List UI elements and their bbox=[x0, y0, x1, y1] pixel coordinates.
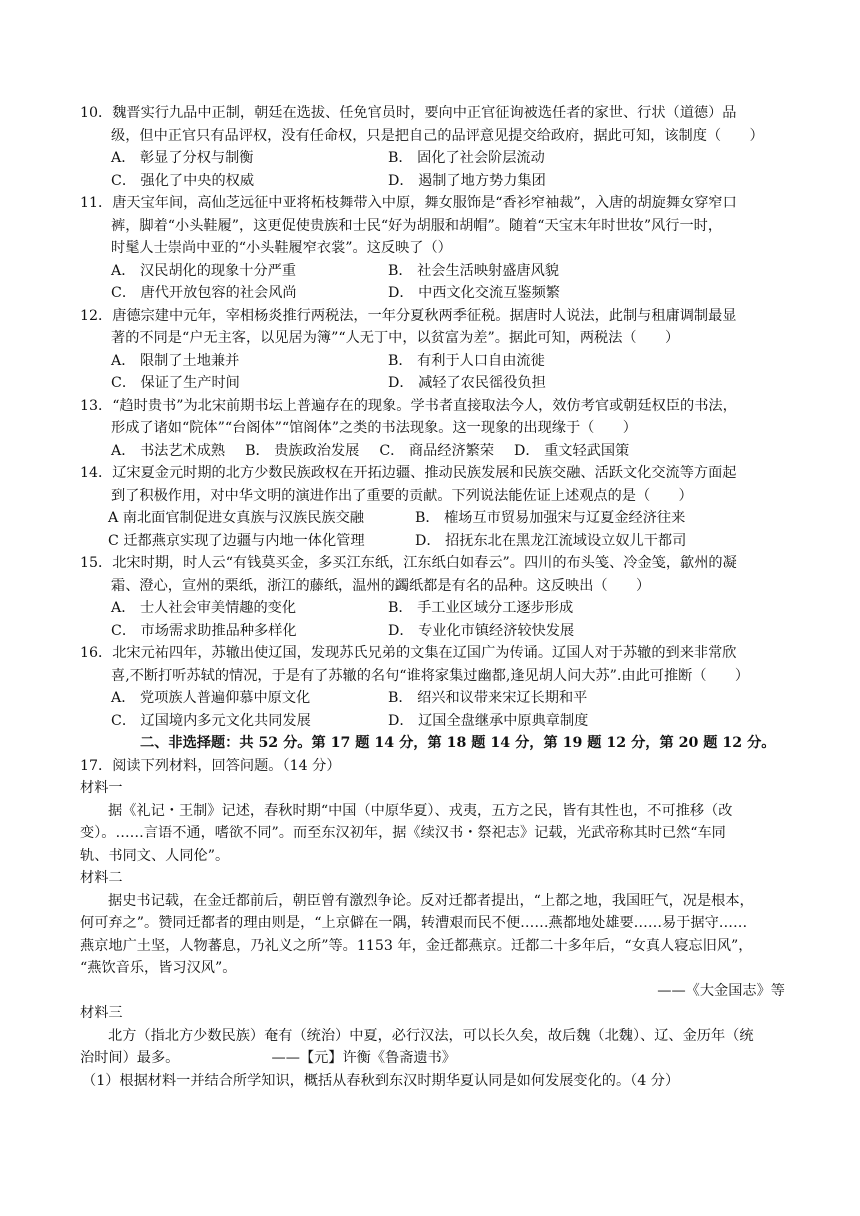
option-a: A． 士人社会审美情趣的变化 bbox=[111, 600, 297, 616]
question-text: 著的不同是“户无主客，以见居为簿”“人无丁中，以贫富为差”。据此可知，两税法（ ） bbox=[111, 330, 680, 346]
section-title: 二、非选择题：共 52 分。第 17 题 14 分，第 18 题 14 分，第 19 题 12 分，第 20 题 12 分。 bbox=[140, 735, 776, 751]
question-10 bbox=[80, 102, 785, 192]
question-13 bbox=[80, 395, 785, 463]
option-d: D． 辽国全盘继承中原典章制度 bbox=[388, 712, 589, 729]
question-title: 17．阅读下列材料，回答问题。（14 分） bbox=[80, 757, 341, 774]
material-1 bbox=[80, 800, 785, 868]
page-content bbox=[80, 102, 785, 1092]
options bbox=[80, 147, 785, 192]
question-text: 到了积极作用，对中华文明的演进作出了重要的贡献。下列说法能佐证上述观点的是（ ） bbox=[111, 487, 693, 504]
options bbox=[80, 260, 785, 305]
option-c: C 迁都燕京实现了边疆与内地一体化管理 bbox=[108, 532, 365, 549]
question-16 bbox=[80, 642, 785, 732]
options bbox=[80, 440, 785, 463]
option-c: C． 商品经济繁荣 bbox=[379, 442, 495, 459]
question-11 bbox=[80, 192, 785, 305]
options bbox=[80, 350, 785, 395]
question-text: 形成了诸如“院体”“台阁体”“馆阁体”之类的书法现象。这一现象的出现缘于（ ） bbox=[111, 420, 637, 436]
option-d: D． 减轻了农民徭役负担 bbox=[388, 375, 546, 391]
material-text: 燕京地广土坚，人物蕃息，乃礼义之所”等。1153 年，金迁都燕京。迁都二十多年后，“女真人寝忘旧风”， bbox=[80, 937, 753, 954]
material-2-title: 材料二 bbox=[80, 870, 123, 886]
option-b: B． 社会生活映射盛唐风貌 bbox=[388, 262, 559, 279]
question-17 bbox=[80, 755, 785, 1093]
material-text: “燕饮音乐，皆习汉风”。 bbox=[80, 960, 237, 976]
material-text: 何可弃之”。赞同迁都者的理由则是，“上京僻在一隅，转漕艰而民不便……燕都地处雄要……易于据守…… bbox=[80, 915, 748, 931]
question-text: 13．“趋时贵书”为北宋前期书坛上普遍存在的现象。学书者直接取法今人，效仿考官或朝廷权臣的书法， bbox=[80, 397, 737, 414]
option-c: C． 辽国境内多元文化共同发展 bbox=[111, 712, 311, 729]
question-text: 11．唐天宝年间，高仙芝远征中亚将柘枝舞带入中原，舞女服饰是“香衫窄袖裁”，入唐的胡旋舞女穿窄口 bbox=[80, 195, 737, 211]
option-d: D． 重文轻武国策 bbox=[514, 442, 630, 459]
option-b: B． 贵族政治发展 bbox=[245, 442, 360, 459]
material-text: 北方（指北方少数民族）奄有（统治）中夏，必行汉法，可以长久矣，故后魏（北魏）、辽、金历年（统 bbox=[108, 1027, 754, 1044]
option-d: D． 招抚东北在黑龙江流域设立奴儿干都司 bbox=[415, 532, 687, 549]
options bbox=[80, 687, 785, 732]
material-text: 轨、书同文、人同伦”。 bbox=[80, 847, 230, 864]
options bbox=[80, 597, 785, 642]
option-a: A 南北面官制促进女真族与汉族民族交融 bbox=[108, 510, 364, 526]
sub-question-1: （1）根据材料一并结合所学知识，概括从春秋到东汉时期华夏认同是如何发展变化的。（4 分） bbox=[82, 1072, 680, 1089]
material-text: 变）。……言语不通，嗜欲不同”。而至东汉初年，据《续汉书・祭祀志》记载，光武帝称其时已然“车同 bbox=[80, 825, 726, 841]
option-a: A． 限制了土地兼并 bbox=[111, 352, 240, 369]
question-text: 喜,不断打听苏轼的情况，于是有了苏辙的名句“谁将家集过幽都,逢见胡人问大苏”.由此可推断（ ） bbox=[111, 667, 750, 684]
material-3 bbox=[80, 1025, 785, 1070]
option-b: B． 固化了社会阶层流动 bbox=[388, 150, 545, 166]
option-c: C． 唐代开放包容的社会风尚 bbox=[111, 285, 297, 301]
material-text: 治时间）最多。 ——【元】许衡《鲁斋遗书》 bbox=[80, 1050, 456, 1066]
material-source: ——《大金国志》等 bbox=[657, 982, 785, 999]
material-1-title: 材料一 bbox=[80, 780, 123, 796]
option-a: A． 汉民胡化的现象十分严重 bbox=[111, 262, 297, 279]
material-text: 据史书记载，在金迁都前后，朝臣曾有激烈争论。反对迁都者提出，“上都之地，我国旺气，况是根本， bbox=[108, 892, 754, 909]
question-text: 霜、澄心，宣州的栗纸，浙江的藤纸，温州的蠲纸都是有名的品种。这反映出（ ） bbox=[111, 577, 651, 594]
question-text: 12．唐德宗建中元年，宰相杨炎推行两税法，一年分夏秋两季征税。据唐时人说法，此制与租庸调制最显 bbox=[80, 307, 737, 324]
material-2 bbox=[80, 890, 785, 1003]
question-text: 10．魏晋实行九品中正制，朝廷在选拔、任免官员时，要向中正官征询被选任者的家世、行状（道德）品 bbox=[80, 105, 737, 121]
option-d: D． 遏制了地方势力集团 bbox=[388, 172, 546, 189]
option-a: A． 彰显了分权与制衡 bbox=[111, 150, 254, 166]
option-a: A． 书法艺术成熟 bbox=[111, 442, 226, 459]
option-c: C． 保证了生产时间 bbox=[111, 375, 240, 391]
option-b: B． 手工业区域分工逐步形成 bbox=[388, 600, 574, 616]
question-15 bbox=[80, 552, 785, 642]
question-text: 裤，脚着“小头鞋履”，这更促使贵族和士民“好为胡服和胡帽”。随着“天宝末年时世妆”风行一时， bbox=[111, 217, 723, 234]
material-text: 据《礼记・王制》记述，春秋时期“中国（中原华夏）、戎夷，五方之民，皆有其性也，不可推移（改 bbox=[108, 802, 733, 819]
question-12 bbox=[80, 305, 785, 395]
option-b: B． 有利于人口自由流徙 bbox=[388, 352, 545, 369]
option-d: D． 专业化市镇经济较快发展 bbox=[388, 622, 575, 639]
option-b: B． 榷场互市贸易加强宋与辽夏金经济往来 bbox=[415, 510, 686, 526]
question-text: 14．辽宋夏金元时期的北方少数民族政权在开拓边疆、推动民族发展和民族交融、活跃文化交流等方面起 bbox=[80, 465, 737, 481]
material-3-title: 材料三 bbox=[80, 1005, 123, 1021]
options bbox=[80, 507, 785, 552]
question-text: 15．北宋时期，时人云“有钱莫买金，多买江东纸，江东纸白如春云”。四川的布头笺、冷金笺，歙州的凝 bbox=[80, 555, 737, 571]
option-b: B． 绍兴和议带来宋辽长期和平 bbox=[388, 690, 588, 706]
question-text: 时髦人士崇尚中亚的“小头鞋履窄衣裳”。这反映了（） bbox=[111, 240, 452, 256]
option-a: A． 党项族人普遍仰慕中原文化 bbox=[111, 690, 311, 706]
option-c: C． 强化了中央的权威 bbox=[111, 172, 255, 189]
question-text: 级，但中正官只有品评权，没有任命权，只是把自己的品评意见提交给政府，据此可知，该制度（ ） bbox=[111, 127, 764, 144]
option-d: D． 中西文化交流互鉴频繁 bbox=[388, 285, 560, 301]
question-text: 16．北宋元祐四年，苏辙出使辽国，发现苏氏兄弟的文集在辽国广为传诵。辽国人对于苏辙的到来非常欣 bbox=[80, 645, 737, 661]
question-14 bbox=[80, 462, 785, 552]
option-c: C． 市场需求助推品种多样化 bbox=[111, 622, 297, 639]
